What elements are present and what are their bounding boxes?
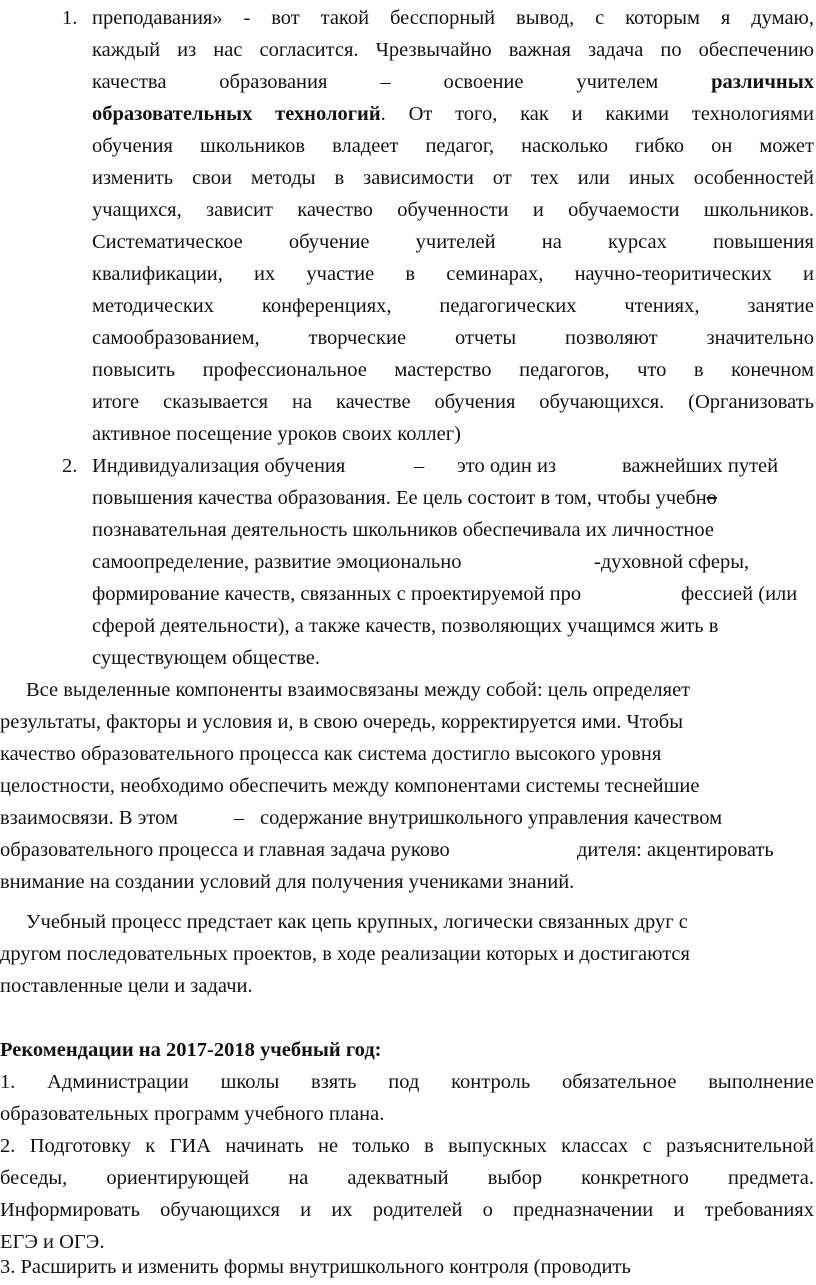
text-line: это один из <box>457 455 557 477</box>
text-line: внимание на создании условий для получения учениками знаний. <box>0 871 575 893</box>
text-line: Учебный процесс предстает как цепь крупных, логически связанных друг с <box>26 911 688 933</box>
text-line: образовательных программ учебного плана. <box>0 1103 385 1125</box>
text-line: квалификации, их участие в семинарах, научно-теоритических и <box>92 263 814 285</box>
text-line: Информировать обучающихся и их родителей о предназначении и требованиях <box>0 1199 814 1221</box>
text-line: важнейших путей <box>622 455 779 477</box>
text-line: фессией (или <box>681 583 798 605</box>
text-line: взаимосвязи. В этом <box>0 807 178 829</box>
text-line: содержание внутришкольного управления качеством <box>260 807 723 829</box>
bold-text: образовательных технологий <box>92 103 381 125</box>
text-line: преподавания» - вот такой бесспорный вывод, с которым я думаю, <box>92 7 814 29</box>
text-line: 2. Подготовку к ГИА начинать не только в выпускных классах с разъяснительной <box>0 1135 814 1157</box>
text-line: итоге сказывается на качестве обучения обучающихся. (Организовать <box>92 391 814 413</box>
text-line: сферой деятельности), а также качеств, позволяющих учащимся жить в <box>92 615 719 637</box>
text-line: ЕГЭ и ОГЭ. <box>0 1231 105 1253</box>
text-line: Все выделенные компоненты взаимосвязаны между собой: цель определяет <box>26 679 691 701</box>
text-line: существующем обществе. <box>92 647 320 669</box>
text-line: изменить свои методы в зависимости от тех или иных особенностей <box>92 167 814 189</box>
text-line: самообразованием, творческие отчеты позволяют значительно <box>92 327 814 349</box>
text-line: учащихся, зависит качество обученности и обучаемости школьников. <box>92 199 814 221</box>
text-line: обучения школьников владеет педагог, насколько гибко он может <box>92 135 814 157</box>
text-line: – <box>414 455 425 477</box>
text-line: каждый из нас согласится. Чрезвычайно важная задача по обеспечению <box>92 39 814 61</box>
bold-text: различных <box>711 71 814 93</box>
list-number: 1. <box>62 7 78 29</box>
text-line: повышения качества образования. Ее цель состоит в том, чтобы учебно <box>92 487 717 509</box>
text-line: результаты, факторы и условия и, в свою очередь, корректируется ими. Чтобы <box>0 711 683 733</box>
text-line: формирование качеств, связанных с проектируемой про <box>92 583 582 605</box>
text-line: качества образования – освоение учителем различных <box>92 71 814 93</box>
text-line: повысить профессиональное мастерство педагогов, что в конечном <box>92 359 814 381</box>
text-line: беседы, ориентирующей на адекватный выбор конкретного предмета. <box>0 1167 814 1189</box>
section-heading: Рекомендации на 2017-2018 учебный год: <box>0 1039 382 1061</box>
text-line: целостности, необходимо обеспечить между компонентами системы теснейшие <box>0 775 700 797</box>
text-line: 1. Администрации школы взять под контроль обязательное выполнение <box>0 1071 814 1093</box>
text-line: качество образовательного процесса как система достигло высокого уровня <box>0 743 662 765</box>
text-line: познавательная деятельность школьников обеспечивала их личностное <box>92 519 714 541</box>
text-line: Систематическое обучение учителей на курсах повышения <box>92 231 814 253</box>
text-line: другом последовательных проектов, в ходе реализации которых и достигаются <box>0 943 690 965</box>
text-line: 3. Расширить и изменить формы внутришкольного контроля (проводить <box>0 1256 631 1278</box>
text-line: дителя: акцентировать <box>577 839 774 861</box>
text-line: Индивидуализация обучения <box>92 455 346 477</box>
text-line: самоопределение, развитие эмоционально <box>92 551 462 573</box>
text-line: образовательных технологий. От того, как и какими технологиями <box>92 103 814 125</box>
text-line: поставленные цели и задачи. <box>0 975 253 997</box>
text-line: образовательного процесса и главная задача руково <box>0 839 450 861</box>
text-line: методических конференциях, педагогических чтениях, занятие <box>92 295 814 317</box>
text-line: – <box>234 807 245 829</box>
list-number: 2. <box>62 455 78 477</box>
text-line: -духовной сферы, <box>594 551 750 573</box>
text-line: активное посещение уроков своих коллег) <box>92 423 461 445</box>
